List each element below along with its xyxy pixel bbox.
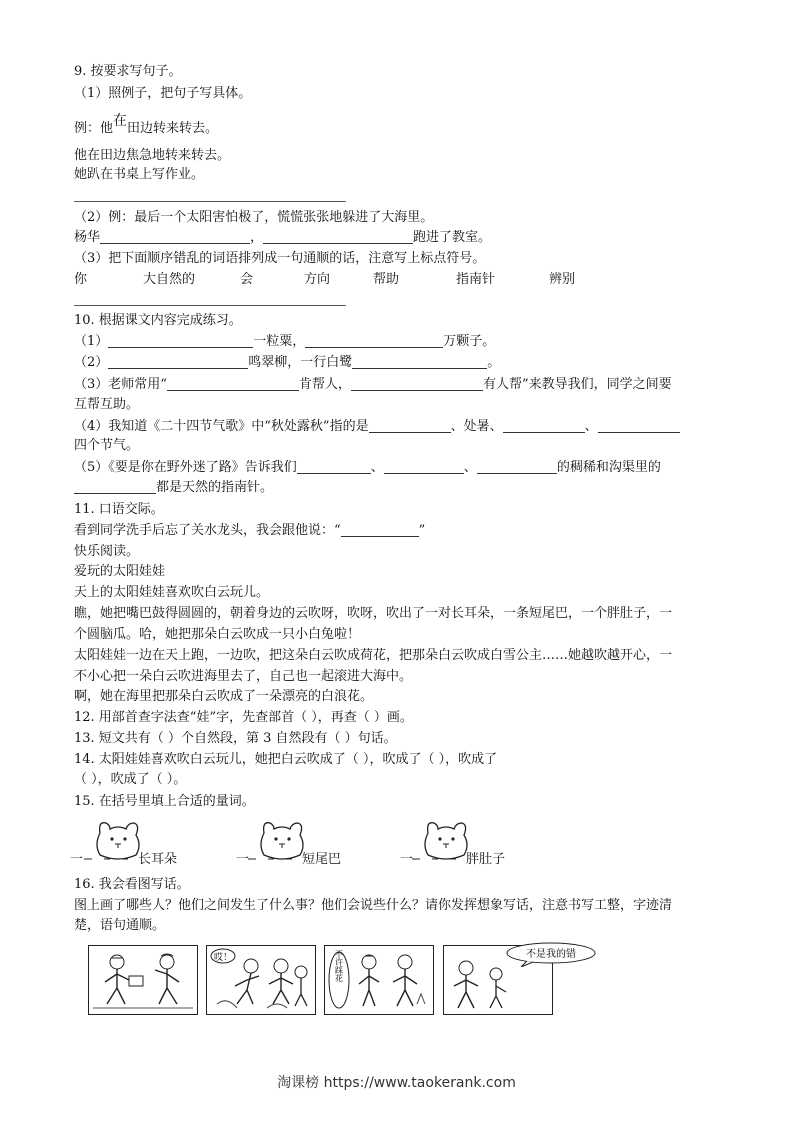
passage-p4: 啊，她在海里把那朵白云吹成了一朵漂亮的白浪花。 [74,689,374,704]
blank[interactable] [100,231,250,244]
comic-panel-1 [88,945,198,1015]
example-inserted-word: 在 [113,113,128,129]
word-1: 你 [74,272,88,287]
q16-prompt-1: 图上画了哪些人？他们之间发生了什么事？他们会说些什么？请你发挥想象写话，注意书写工整，字迹清 [74,898,673,913]
blank[interactable] [167,378,299,391]
q10-1-end: 万颗子。 [443,334,496,349]
blank[interactable] [352,356,487,369]
q10-5-text: （5）《要是你在野外迷了路》告诉我们 [74,460,297,475]
q15-item3-num: 一 [400,852,414,867]
q10-3-end: 有人帮”来教导我们，同学之间要 [482,377,672,392]
blank[interactable] [384,461,464,474]
example-suffix: 田边转来转去。 [127,121,219,136]
passage-p3a: 太阳娃娃一边在天上跑，一边吹，把这朵白云吹成荷花，把那朵白云吹成白雪公主……她越吹越开心，一 [74,648,673,663]
q10-5-sep2: 、 [463,460,477,475]
word-5: 帮助 [373,272,400,287]
q9-example [74,113,219,137]
q9-task-sentence: 她趴在书桌上写作业。 [74,167,205,182]
q10-4-sep: 、 [584,419,598,434]
panel2-bubble-text: 哎！ [213,953,233,963]
q10-5-sep1: 、 [370,460,384,475]
blank[interactable] [305,335,443,348]
q9-part1: （1）照例子，把句子写具体。 [74,86,252,101]
q14-line2: （ ），吹成了（ ）。 [74,772,187,787]
word-7: 辨别 [549,272,576,287]
q16-prompt-2: 楚，语句通顺。 [74,918,166,933]
blank[interactable] [477,461,557,474]
q13: 13. 短文共有（ ）个自然段，第 3 自然段有（ ）句话。 [74,731,397,746]
q10-5-mid: 的稠稀和沟渠里的 [556,460,661,475]
word-2: 大自然的 [143,272,196,287]
q10-line2 [74,355,500,371]
q10-line3-cont: 互帮互助。 [74,397,140,412]
q10-line3 [74,377,672,393]
q11-title: 11. 口语交际。 [74,502,164,517]
fill-end: 跑进了教室。 [413,230,492,245]
q10-line5-cont [74,480,273,496]
q10-line5 [74,460,661,476]
q9-part3-answer-line[interactable] [74,305,346,306]
q14-line1: 14. 太阳娃娃喜欢吹白云玩儿，她把白云吹成了（ ），吹成了（ ），吹成了 [74,752,498,767]
q10-2-text: 鸣翠柳，一行白鹭 [248,355,353,370]
passage-p3b: 不小心把一朵白云吹进海里去了，自己也一起滚进大海中。 [74,669,413,684]
q10-3-num: （3）老师常用“ [74,377,167,392]
q9-answer-line[interactable] [74,201,346,202]
q10-title: 10. 根据课文内容完成练习。 [74,313,242,328]
comic-panel-2 [206,945,316,1015]
word-3: 会 [240,272,254,287]
q11-close-quote: ” [418,523,426,538]
q10-line1 [74,334,495,350]
q10-2-end: 。 [487,355,501,370]
q10-5-end: 都是天然的指南针。 [156,480,274,495]
blank[interactable] [108,335,253,348]
example-prefix: 例：他 [74,121,114,136]
q11-line [74,523,425,539]
q11-text: 看到同学洗手后忘了关水龙头，我会跟他说：“ [74,523,341,538]
q15-item2-label: 短尾巴 [302,852,342,867]
blank[interactable] [263,231,413,244]
passage-p2b: 个圆脑瓜。哈，她把那朵白云吹成一只小白兔啦！ [74,627,361,642]
blank[interactable] [341,524,419,537]
q9-part2-fill [74,230,491,246]
q15-item3-label: 胖肚子 [466,852,506,867]
q15-item1-num: 一 [70,852,84,867]
q12: 12. 用部首查字法查“娃”字，先查部首（ ），再查（ ）画。 [74,710,413,725]
q10-4-mid: 、处暑、 [450,419,503,434]
panel4-bubble-text: 不是我的错 [526,949,576,960]
q16-title: 16. 我会看图写话。 [74,877,190,892]
passage-title: 爱玩的太阳娃娃 [74,564,166,579]
q10-4-text: （4）我知道《二十四节气歌》中“秋处露秋”指的是 [74,419,369,434]
q10-line4 [74,419,680,435]
panel3-sign-text: 不许踩花 [334,950,344,982]
q9-part2: （2）例：最后一个太阳害怕极了，慌慌张张地躲进了大海里。 [74,210,434,225]
word-6: 指南针 [456,272,496,287]
q15-title: 15. 在括号里填上合适的量词。 [74,794,255,809]
q10-2-num: （2） [74,355,109,370]
panel4-speech-bubble [505,941,597,967]
fill-comma: ， [250,230,264,245]
footer-watermark: 淘课榜 https://www.taokerank.com [277,1075,516,1091]
q10-3-text: 肯帮人， [298,377,351,392]
q10-1-text: 一粒粟， [253,334,306,349]
q9-part3: （3）把下面顺序错乱的词语排列成一句通顺的话，注意写上标点符号。 [74,251,486,266]
passage-p1: 天上的太阳娃娃喜欢吹白云玩儿。 [74,585,270,600]
blank[interactable] [503,420,585,433]
blank[interactable] [369,420,451,433]
q9-example-answer: 他在田边焦急地转来转去。 [74,148,231,163]
blank[interactable] [351,378,483,391]
q9-title: 9. 按要求写句子。 [74,64,182,79]
comic-panel-3 [324,945,434,1015]
blank[interactable] [108,356,248,369]
blank[interactable] [74,481,156,494]
passage-p2a: 瞧，她把嘴巴鼓得圆圆的，朝着身边的云吹呀，吹呀，吹出了一对长耳朵，一条短尾巴，一个胖肚子，一 [74,606,673,621]
blank[interactable] [297,461,371,474]
q15-item2-num: 一 [236,852,250,867]
reading-heading: 快乐阅读。 [74,544,140,559]
word-4: 方向 [304,272,331,287]
q10-line4-cont: 四个节气。 [74,438,140,453]
fill-name: 杨华 [74,230,101,245]
q10-1-num: （1） [74,334,109,349]
q15-item1-label: 长耳朵 [138,852,178,867]
blank[interactable] [598,420,680,433]
